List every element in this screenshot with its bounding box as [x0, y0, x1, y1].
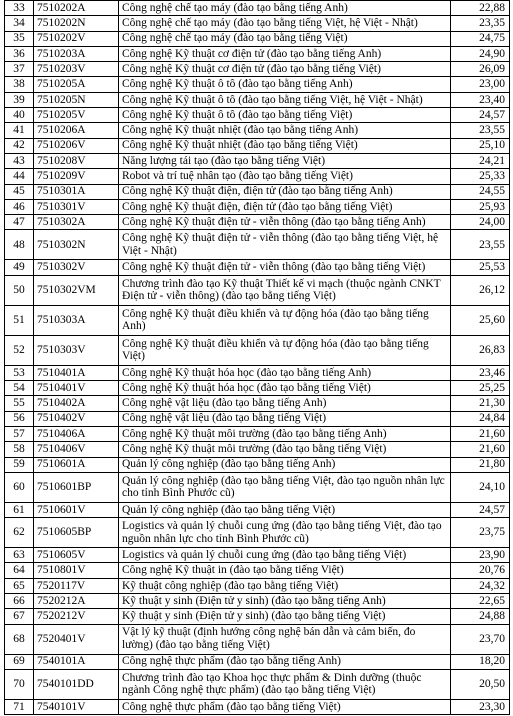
admission-score-cell: 25,10 — [451, 138, 510, 153]
table-row — [5, 578, 510, 593]
table-row — [5, 335, 510, 365]
admission-score-cell: 25,60 — [451, 305, 510, 335]
row-number-cell: 68 — [5, 624, 34, 654]
table-row — [5, 442, 510, 457]
row-number-cell: 58 — [5, 442, 34, 457]
admission-score-cell: 24,10 — [451, 472, 510, 502]
row-number-cell: 55 — [5, 396, 34, 411]
table-row — [5, 472, 510, 502]
program-code-cell: 7540101DD — [34, 669, 119, 699]
table-row — [5, 669, 510, 699]
row-number-cell: 40 — [5, 108, 34, 123]
admission-score-cell: 24,90 — [451, 46, 510, 61]
program-code-cell: 7510202V — [34, 31, 119, 46]
table-row — [5, 594, 510, 609]
program-code-cell: 7510301V — [34, 199, 119, 214]
admission-score-cell: 21,80 — [451, 457, 510, 472]
program-name-cell: Công nghệ Kỹ thuật điều khiển và tự động hóa (đào tạo bằng tiếng Anh) — [119, 305, 451, 335]
program-code-cell: 7510601V — [34, 502, 119, 517]
admission-score-cell: 24,00 — [451, 215, 510, 230]
admission-score-cell: 20,50 — [451, 669, 510, 699]
program-name-cell: Kỹ thuật công nghiệp (đào tạo bằng tiếng Việt) — [119, 578, 451, 593]
table-row — [5, 138, 510, 153]
program-code-cell: 7510209V — [34, 169, 119, 184]
row-number-cell: 44 — [5, 169, 34, 184]
row-number-cell: 70 — [5, 669, 34, 699]
program-name-cell: Công nghệ Kỹ thuật nhiệt (đào tạo bằng tiếng Việt) — [119, 138, 451, 153]
table-row — [5, 77, 510, 92]
program-name-cell: Quản lý công nghiệp (đào tạo bằng tiếng Việt, đào tạo nguồn nhân lực cho tỉnh Bình Phước cũ) — [119, 472, 451, 502]
program-name-cell: Công nghệ Kỹ thuật điện tử - viễn thông (đào tạo bằng tiếng Việt) — [119, 260, 451, 275]
program-code-cell: 7510302V — [34, 260, 119, 275]
program-code-cell: 7510401A — [34, 365, 119, 380]
table-row — [5, 518, 510, 548]
program-code-cell: 7540101A — [34, 654, 119, 669]
row-number-cell: 63 — [5, 548, 34, 563]
program-name-cell: Công nghệ Kỹ thuật điều khiển và tự động hóa (đào tạo bằng tiếng Việt) — [119, 335, 451, 365]
admission-score-cell: 24,57 — [451, 502, 510, 517]
table-row — [5, 275, 510, 305]
row-number-cell: 35 — [5, 31, 34, 46]
program-name-cell: Kỹ thuật y sinh (Điện tử y sinh) (đào tạo bằng tiếng Anh) — [119, 594, 451, 609]
row-number-cell: 36 — [5, 46, 34, 61]
table-row — [5, 199, 510, 214]
row-number-cell: 38 — [5, 77, 34, 92]
program-name-cell: Công nghệ Kỹ thuật ô tô (đào tạo bằng tiếng Việt, hệ Việt - Nhật) — [119, 92, 451, 107]
program-code-cell: 7510301A — [34, 184, 119, 199]
admission-score-cell: 22,88 — [451, 1, 510, 16]
program-name-cell: Công nghệ chế tạo máy (đào tạo bằng tiếng Việt) — [119, 31, 451, 46]
program-name-cell: Công nghệ Kỹ thuật cơ điện tử (đào tạo bằng tiếng Việt) — [119, 62, 451, 77]
row-number-cell: 43 — [5, 153, 34, 168]
table-body — [5, 1, 510, 715]
program-name-cell: Công nghệ Kỹ thuật cơ điện tử (đào tạo bằng tiếng Anh) — [119, 46, 451, 61]
row-number-cell: 34 — [5, 16, 34, 31]
program-name-cell: Công nghệ Kỹ thuật in (đào tạo bằng tiếng Việt) — [119, 563, 451, 578]
program-name-cell: Công nghệ chế tạo máy (đào tạo bằng tiếng Việt, hệ Việt - Nhật) — [119, 16, 451, 31]
admission-score-cell: 24,75 — [451, 31, 510, 46]
admission-score-cell: 21,60 — [451, 442, 510, 457]
row-number-cell: 48 — [5, 230, 34, 260]
program-name-cell: Công nghệ thực phẩm (đào tạo bằng tiếng Việt) — [119, 699, 451, 714]
admission-score-cell: 23,90 — [451, 548, 510, 563]
table-row — [5, 1, 510, 16]
row-number-cell: 49 — [5, 260, 34, 275]
program-name-cell: Chương trình đào tạo Kỹ thuật Thiết kế vi mạch (thuộc ngành CNKT Điện tử - viễn thông) (đào tạo bằng tiếng Việt) — [119, 275, 451, 305]
row-number-cell: 45 — [5, 184, 34, 199]
table-row — [5, 502, 510, 517]
admission-score-cell: 25,25 — [451, 381, 510, 396]
program-name-cell: Logistics và quản lý chuỗi cung ứng (đào tạo bằng tiếng Việt, đào tạo nguồn nhân lực cho tỉnh Bình Phước cũ) — [119, 518, 451, 548]
program-code-cell: 7510205V — [34, 108, 119, 123]
table-row — [5, 411, 510, 426]
program-name-cell: Công nghệ Kỹ thuật điện, điện tử (đào tạo bằng tiếng Anh) — [119, 184, 451, 199]
table-row — [5, 230, 510, 260]
row-number-cell: 60 — [5, 472, 34, 502]
program-name-cell: Công nghệ thực phẩm (đào tạo bằng tiếng Anh) — [119, 654, 451, 669]
table-row — [5, 654, 510, 669]
row-number-cell: 62 — [5, 518, 34, 548]
admission-score-cell: 25,93 — [451, 199, 510, 214]
program-name-cell: Quản lý công nghiệp (đào tạo bằng tiếng Việt) — [119, 502, 451, 517]
admission-score-cell: 23,46 — [451, 365, 510, 380]
program-code-cell: 7510202A — [34, 1, 119, 16]
program-code-cell: 7510206A — [34, 123, 119, 138]
table-row — [5, 62, 510, 77]
admission-score-cell: 24,57 — [451, 108, 510, 123]
admission-score-table — [4, 0, 510, 715]
row-number-cell: 67 — [5, 609, 34, 624]
admission-score-cell: 24,84 — [451, 411, 510, 426]
program-name-cell: Công nghệ Kỹ thuật điện tử - viễn thông (đào tạo bằng tiếng Anh) — [119, 215, 451, 230]
row-number-cell: 52 — [5, 335, 34, 365]
row-number-cell: 56 — [5, 411, 34, 426]
program-code-cell: 7510203V — [34, 62, 119, 77]
admission-score-cell: 26,83 — [451, 335, 510, 365]
program-name-cell: Năng lượng tái tạo (đào tạo bằng tiếng Việt) — [119, 153, 451, 168]
admission-score-cell: 23,70 — [451, 624, 510, 654]
row-number-cell: 61 — [5, 502, 34, 517]
row-number-cell: 65 — [5, 578, 34, 593]
program-name-cell: Công nghệ Kỹ thuật hóa học (đào tạo bằng tiếng Anh) — [119, 365, 451, 380]
program-code-cell: 7510406A — [34, 426, 119, 441]
program-code-cell: 7520212V — [34, 609, 119, 624]
row-number-cell: 37 — [5, 62, 34, 77]
program-name-cell: Công nghệ Kỹ thuật môi trường (đào tạo bằng tiếng Anh) — [119, 426, 451, 441]
admission-score-cell: 25,33 — [451, 169, 510, 184]
program-name-cell: Quản lý công nghiệp (đào tạo bằng tiếng Anh) — [119, 457, 451, 472]
admission-score-cell: 23,40 — [451, 92, 510, 107]
table-row — [5, 16, 510, 31]
program-code-cell: 7520401V — [34, 624, 119, 654]
admission-score-cell: 23,55 — [451, 230, 510, 260]
admission-score-cell: 20,76 — [451, 563, 510, 578]
table-row — [5, 609, 510, 624]
row-number-cell: 46 — [5, 199, 34, 214]
table-row — [5, 624, 510, 654]
table-row — [5, 365, 510, 380]
table-row — [5, 92, 510, 107]
program-code-cell: 7510205N — [34, 92, 119, 107]
admission-score-cell: 21,60 — [451, 426, 510, 441]
row-number-cell: 39 — [5, 92, 34, 107]
table-row — [5, 31, 510, 46]
program-code-cell: 7510303A — [34, 305, 119, 335]
row-number-cell: 64 — [5, 563, 34, 578]
program-name-cell: Công nghệ Kỹ thuật điện, điện tử (đào tạo bằng tiếng Việt) — [119, 199, 451, 214]
program-name-cell: Chương trình đào tạo Khoa học thực phẩm & Dinh dưỡng (thuộc ngành Công nghệ thực phẩm) (đào tạo bằng tiếng Việt) — [119, 669, 451, 699]
admission-score-cell: 23,75 — [451, 518, 510, 548]
row-number-cell: 71 — [5, 699, 34, 714]
program-code-cell: 7510203A — [34, 46, 119, 61]
program-code-cell: 7520117V — [34, 578, 119, 593]
table-row — [5, 123, 510, 138]
table-row — [5, 46, 510, 61]
row-number-cell: 33 — [5, 1, 34, 16]
program-code-cell: 7510303V — [34, 335, 119, 365]
admission-score-cell: 21,30 — [451, 396, 510, 411]
admission-score-cell: 23,00 — [451, 77, 510, 92]
program-code-cell: 7510601BP — [34, 472, 119, 502]
table-row — [5, 169, 510, 184]
table-row — [5, 457, 510, 472]
row-number-cell: 57 — [5, 426, 34, 441]
program-name-cell: Công nghệ vật liệu (đào tạo bằng tiếng Việt) — [119, 411, 451, 426]
program-name-cell: Công nghệ Kỹ thuật ô tô (đào tạo bằng tiếng Việt) — [119, 108, 451, 123]
admission-score-cell: 24,21 — [451, 153, 510, 168]
row-number-cell: 66 — [5, 594, 34, 609]
table-row — [5, 153, 510, 168]
admission-score-cell: 26,12 — [451, 275, 510, 305]
program-name-cell: Công nghệ chế tạo máy (đào tạo bằng tiếng Anh) — [119, 1, 451, 16]
row-number-cell: 59 — [5, 457, 34, 472]
program-code-cell: 7510801V — [34, 563, 119, 578]
admission-score-cell: 23,55 — [451, 123, 510, 138]
program-code-cell: 7510601A — [34, 457, 119, 472]
row-number-cell: 53 — [5, 365, 34, 380]
program-code-cell: 7510406V — [34, 442, 119, 457]
row-number-cell: 47 — [5, 215, 34, 230]
table-row — [5, 563, 510, 578]
program-code-cell: 7510302VM — [34, 275, 119, 305]
table-row — [5, 215, 510, 230]
program-name-cell: Công nghệ vật liệu (đào tạo bằng tiếng Anh) — [119, 396, 451, 411]
table-row — [5, 260, 510, 275]
program-name-cell: Công nghệ Kỹ thuật hóa học (đào tạo bằng tiếng Việt) — [119, 381, 451, 396]
program-name-cell: Công nghệ Kỹ thuật điện tử - viễn thông (đào tạo bằng tiếng Việt, hệ Việt - Nhật) — [119, 230, 451, 260]
table-row — [5, 184, 510, 199]
row-number-cell: 51 — [5, 305, 34, 335]
admission-score-cell: 18,20 — [451, 654, 510, 669]
admission-score-cell: 24,55 — [451, 184, 510, 199]
admission-score-cell: 23,35 — [451, 16, 510, 31]
admission-score-cell: 24,32 — [451, 578, 510, 593]
row-number-cell: 41 — [5, 123, 34, 138]
program-code-cell: 7510302A — [34, 215, 119, 230]
admission-score-cell: 22,65 — [451, 594, 510, 609]
program-name-cell: Kỹ thuật y sinh (Điện tử y sinh) (đào tạo bằng tiếng Việt) — [119, 609, 451, 624]
row-number-cell: 69 — [5, 654, 34, 669]
admission-score-cell: 24,88 — [451, 609, 510, 624]
program-code-cell: 7510206V — [34, 138, 119, 153]
program-code-cell: 7520212A — [34, 594, 119, 609]
program-code-cell: 7510205A — [34, 77, 119, 92]
program-name-cell: Công nghệ Kỹ thuật môi trường (đào tạo bằng tiếng Việt) — [119, 442, 451, 457]
program-code-cell: 7510202N — [34, 16, 119, 31]
row-number-cell: 54 — [5, 381, 34, 396]
table-row — [5, 108, 510, 123]
program-code-cell: 7510302N — [34, 230, 119, 260]
program-code-cell: 7510401V — [34, 381, 119, 396]
table-row — [5, 305, 510, 335]
admission-score-cell: 23,30 — [451, 699, 510, 714]
table-row — [5, 396, 510, 411]
row-number-cell: 42 — [5, 138, 34, 153]
table-row — [5, 548, 510, 563]
program-name-cell: Công nghệ Kỹ thuật ô tô (đào tạo bằng tiếng Anh) — [119, 77, 451, 92]
table-row — [5, 381, 510, 396]
program-code-cell: 7510605V — [34, 548, 119, 563]
table-row — [5, 699, 510, 714]
admission-score-cell: 26,09 — [451, 62, 510, 77]
program-name-cell: Vật lý kỹ thuật (định hướng công nghệ bán dẫn và cảm biến, đo lường) (đào tạo bằng tiếng Việt) — [119, 624, 451, 654]
admission-score-cell: 25,53 — [451, 260, 510, 275]
program-name-cell: Robot và trí tuệ nhân tạo (đào tạo bằng tiếng Việt) — [119, 169, 451, 184]
program-code-cell: 7510402A — [34, 396, 119, 411]
program-code-cell: 7510402V — [34, 411, 119, 426]
row-number-cell: 50 — [5, 275, 34, 305]
program-code-cell: 7510605BP — [34, 518, 119, 548]
program-code-cell: 7540101V — [34, 699, 119, 714]
table-row — [5, 426, 510, 441]
program-name-cell: Công nghệ Kỹ thuật nhiệt (đào tạo bằng tiếng Anh) — [119, 123, 451, 138]
program-name-cell: Logistics và quản lý chuỗi cung ứng (đào tạo bằng tiếng Việt) — [119, 548, 451, 563]
program-code-cell: 7510208V — [34, 153, 119, 168]
